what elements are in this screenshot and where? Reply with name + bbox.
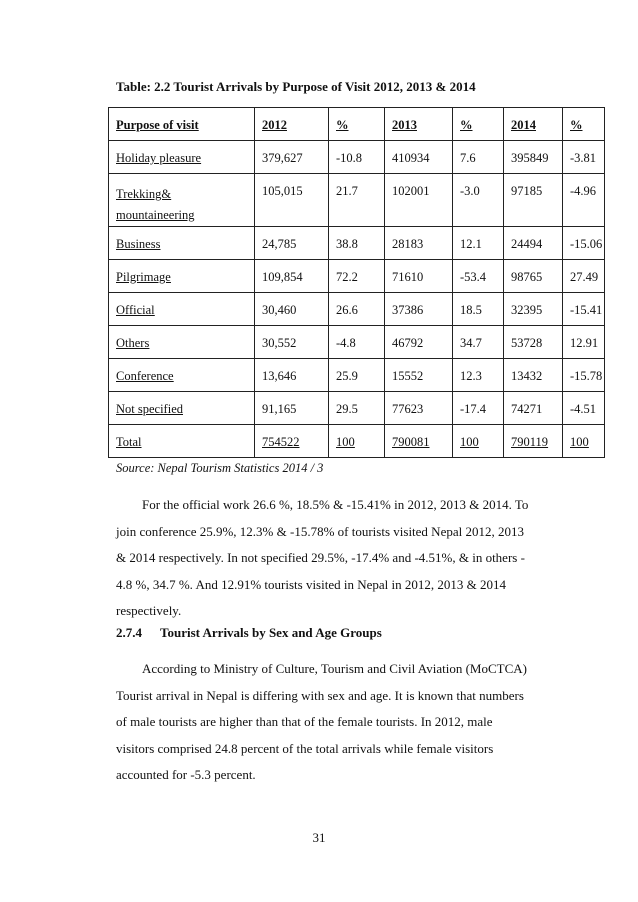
section-heading [116,625,382,641]
table-cell: Business [109,227,255,260]
header-cell: 2012 [255,108,329,141]
table-cell: -4.96 [563,174,605,227]
table-cell: Official [109,293,255,326]
table-cell: 102001 [385,174,453,227]
table-cell: -10.8 [329,141,385,174]
table-cell: 754522 [255,425,329,458]
paragraph-line: 4.8 %, 34.7 %. And 12.91% tourists visited in Nepal in 2012, 2013 & 2014 [116,576,506,592]
table-row [109,392,605,425]
table-cell: Trekking& mountaineering [109,174,255,227]
table-cell: 410934 [385,141,453,174]
table-cell: 105,015 [255,174,329,227]
table-row [109,359,605,392]
paragraph-line: of male tourists are higher than that of the female tourists. In 2012, male [116,714,493,729]
table-cell: 27.49 [563,260,605,293]
table-cell: 37386 [385,293,453,326]
table-cell: Total [109,425,255,458]
table-cell: 46792 [385,326,453,359]
table-cell: 91,165 [255,392,329,425]
header-cell: % [329,108,385,141]
table-cell: 24494 [504,227,563,260]
paragraph-moctca [116,656,534,789]
table-cell: 100 [563,425,605,458]
table-cell: 34.7 [453,326,504,359]
section-title: Tourist Arrivals by Sex and Age Groups [160,625,382,640]
table-cell: 30,460 [255,293,329,326]
table-cell: Conference [109,359,255,392]
paragraph-line: Tourist arrival in Nepal is differing with sex and age. It is known that numbers [116,687,524,703]
table-cell: 12.1 [453,227,504,260]
table-cell: 72.2 [329,260,385,293]
table-cell: -15.06 [563,227,605,260]
table-cell: 18.5 [453,293,504,326]
table-cell: 28183 [385,227,453,260]
table-cell: Holiday pleasure [109,141,255,174]
table-row [109,326,605,359]
table-cell: 97185 [504,174,563,227]
header-cell: % [453,108,504,141]
table-cell: 15552 [385,359,453,392]
paragraph-line: accounted for -5.3 percent. [116,767,256,782]
table-cell: Pilgrimage [109,260,255,293]
table-cell: 24,785 [255,227,329,260]
table-header-row [109,108,605,141]
table-cell: 71610 [385,260,453,293]
header-cell: Purpose of visit [109,108,255,141]
table-cell: 13432 [504,359,563,392]
table-caption: Table: 2.2 Tourist Arrivals by Purpose of Visit 2012, 2013 & 2014 [116,79,476,94]
table-cell: -4.51 [563,392,605,425]
paragraph-line: For the official work 26.6 %, 18.5% & -15.41% in 2012, 2013 & 2014. To [142,497,529,512]
paragraph-line: According to Ministry of Culture, Tourism and Civil Aviation (MoCTCA) [142,661,527,676]
header-cell: 2014 [504,108,563,141]
table-cell: 29.5 [329,392,385,425]
table-cell: 77623 [385,392,453,425]
table-cell: 74271 [504,392,563,425]
table-cell: -15.78 [563,359,605,392]
page-number: 31 [312,830,326,845]
table-cell: 7.6 [453,141,504,174]
table-cell: 38.8 [329,227,385,260]
table-cell: 790081 [385,425,453,458]
table-cell: -3.0 [453,174,504,227]
table-row [109,293,605,326]
paragraph-line: join conference 25.9%, 12.3% & -15.78% of tourists visited Nepal 2012, 2013 [116,523,524,539]
table-row [109,141,605,174]
table-cell: -53.4 [453,260,504,293]
table-cell: 53728 [504,326,563,359]
table-cell: 12.3 [453,359,504,392]
table-cell: -4.8 [329,326,385,359]
paragraph-line: respectively. [116,603,182,618]
table-total-row [109,425,605,458]
table-cell: -17.4 [453,392,504,425]
header-cell: % [563,108,605,141]
table-cell: 32395 [504,293,563,326]
table-source-note: Source: Nepal Tourism Statistics 2014 / 3 [116,461,324,475]
table-cell: 30,552 [255,326,329,359]
table-cell: -15.41 [563,293,605,326]
table-cell: 100 [329,425,385,458]
table-cell: Others [109,326,255,359]
tourist-arrivals-table [108,107,605,458]
table-cell: -3.81 [563,141,605,174]
header-cell: 2013 [385,108,453,141]
table-cell: 13,646 [255,359,329,392]
table-row [109,227,605,260]
table-cell: 109,854 [255,260,329,293]
paragraph-line: visitors comprised 24.8 percent of the total arrivals while female visitors [116,740,494,756]
table-cell: 395849 [504,141,563,174]
table-cell: 21.7 [329,174,385,227]
table-cell: 100 [453,425,504,458]
table-row [109,174,605,227]
paragraph-official-work [116,492,534,625]
paragraph-line: & 2014 respectively. In not specified 29.5%, -17.4% and -4.51%, & in others - [116,550,525,565]
table-cell: 25.9 [329,359,385,392]
table-row [109,260,605,293]
table-cell: 26.6 [329,293,385,326]
table-cell: 12.91 [563,326,605,359]
table-cell: 379,627 [255,141,329,174]
table-cell: Not specified [109,392,255,425]
table-cell: 790119 [504,425,563,458]
section-number: 2.7.4 [116,625,142,640]
table-cell: 98765 [504,260,563,293]
